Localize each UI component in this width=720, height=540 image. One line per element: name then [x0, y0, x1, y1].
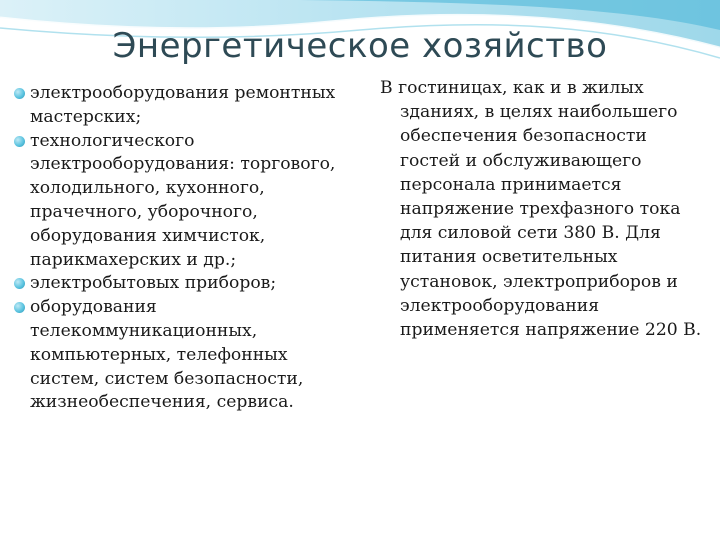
bullet-list: [14, 82, 352, 415]
list-item-text: технологического электрооборудования: торгового, холодильного, кухонного, прачечного, уборочного, оборудования химчисток, парикмахерских и др.;: [30, 130, 336, 270]
bullet-dot-icon: [14, 136, 25, 147]
list-item: [14, 82, 352, 130]
bullet-column: [14, 82, 352, 415]
bullet-dot-icon: [14, 302, 25, 313]
list-item: [14, 272, 352, 296]
list-item: [14, 130, 352, 273]
list-item-text: электрооборудования ремонтных мастерских;: [30, 83, 336, 127]
list-item-text: электробытовых приборов;: [30, 273, 277, 294]
paragraph-first-line: В гостиницах, как и в жилых: [380, 78, 644, 98]
list-item: [14, 296, 352, 415]
paragraph-body: зданиях, в целях наибольшего обеспечения безопасности гостей и обслуживающего персонала принимается напряжение трехфазного тока для силовой сети 380 В. Для питания осветительных установок, электроприборов и электрооборудования применяется напряжение 220 В.: [400, 102, 702, 341]
slide-title: Энергетическое хозяйство: [112, 26, 608, 66]
bullet-dot-icon: [14, 88, 25, 99]
bullet-dot-icon: [14, 278, 25, 289]
list-item-text: оборудования телекоммуникационных, компьютерных, телефонных систем, систем безопасности, жизнеобеспечения, сервиса.: [30, 297, 304, 413]
description-paragraph: [380, 76, 712, 342]
